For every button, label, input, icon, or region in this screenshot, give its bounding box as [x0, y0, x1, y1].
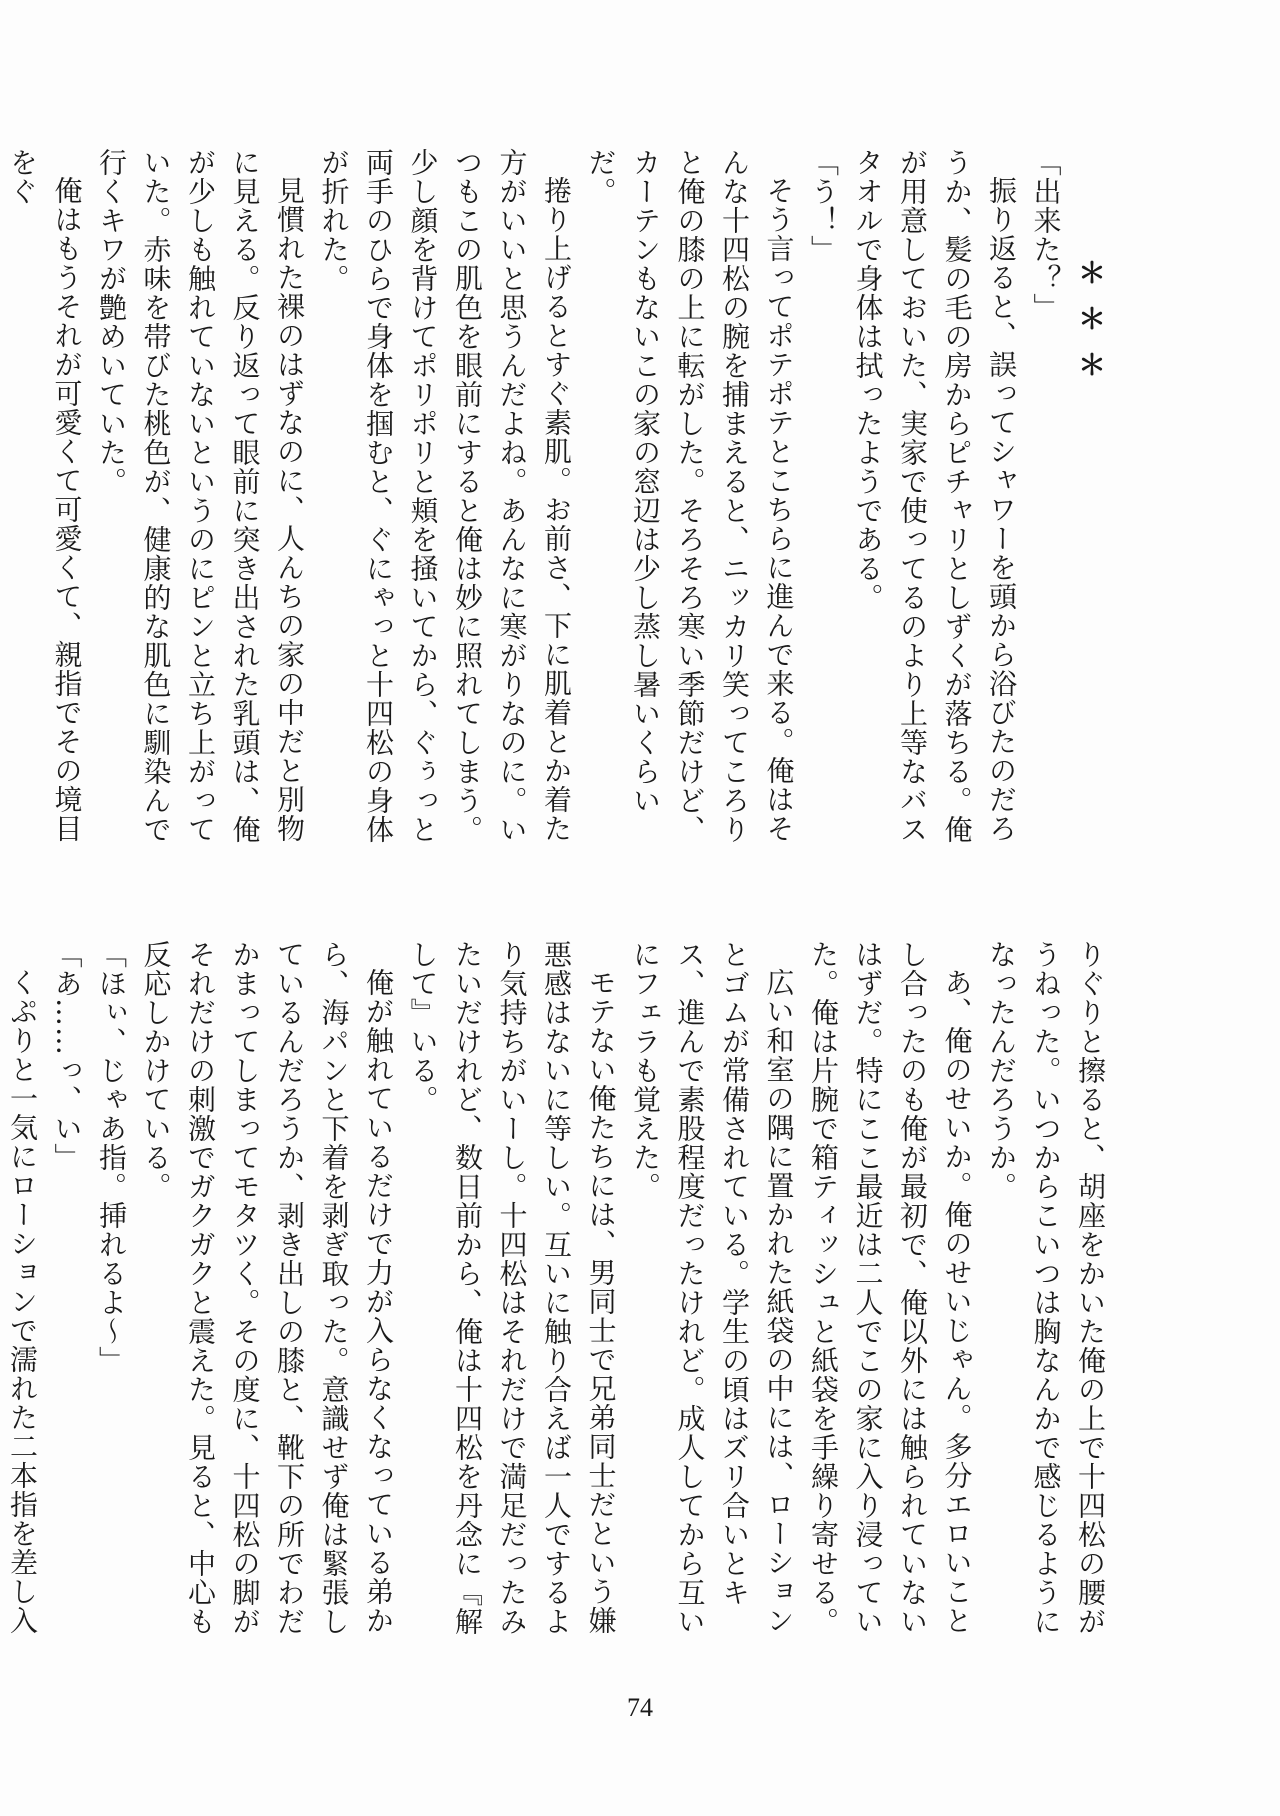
lower-text-block — [6, 940, 1112, 1660]
paragraph: 捲り上げるとすぐ素肌。お前さ、下に肌着とか着た方がいいと思うんだよね。あんなに寒がりなのに。いつもこの肌色を眼前にすると俺は妙に照れてしまう。少し顔を背けてポリポリと頬を掻いてから、ぐぅっと両手のひらで身体を掴むと、ぐにゃっと十四松の身体が折れた。 — [317, 148, 573, 844]
paragraph: そう言ってポテポテとこちらに進んで来る。俺はそんな十四松の腕を捕まえると、ニッカリ笑ってころりと俺の膝の上に転がした。そろそろ寒い季節だけど、カーテンもないこの家の窓辺は少し蒸し暑いくらいだ。 — [584, 148, 796, 844]
paragraph: 「ほぃ、じゃあ指。挿れるよ～」 — [95, 940, 128, 1375]
paragraph: あ、俺のせいか。俺のせいじゃん。多分エロいことし合ったのも俺が最初で、俺以外には触られていないはずだ。特にここ最近は二人でこの家に入り浸っていた。俺は片腕で箱ティッシュと紙袋を手繰り寄せる。 — [807, 940, 974, 1636]
paragraph: モテない俺たちには、男同士で兄弟同士だという嫌悪感はないに等しい。互いに触り合えば一人でするより気持ちがいーし。十四松はそれだけで満足だったみたいだけれど、数日前から、俺は十四松を丹念に『解して』いる。 — [406, 940, 618, 1636]
paragraph: 俺が触れているだけで力が入らなくなっている弟から、海パンと下着を剥ぎ取った。意識せず俺は緊張しているんだろうか、剥き出しの膝と、靴下の所でわだかまってしまってモタツく。その度に、十四松の脚がそれだけの刺激でガクガクと震えた。見ると、中心も反応しかけている。 — [139, 940, 395, 1636]
paragraph: りぐりと擦ると、胡座をかいた俺の上で十四松の腰がうねった。いつからこいつは胸なんかで感じるようになったんだろうか。 — [985, 940, 1107, 1636]
paragraph: 見慣れた裸のはずなのに、人んちの家の中だと別物に見える。反り返って眼前に突き出された乳頭は、俺が少しも触れていないというのにピンと立ち上がっていた。赤味を帯びた桃色が、健康的な肌色に馴染んで行くキワが艶めいていた。 — [95, 148, 306, 844]
paragraph: 「出来た？」 — [1029, 148, 1063, 322]
paragraph: 俺はもうそれが可愛くて可愛くて、親指でその境目をぐ — [6, 148, 84, 843]
paragraph: 広い和室の隅に置かれた紙袋の中には、ローションとゴムが常備されている。学生の頃はズリ合いとキス、進んで素股程度だったけれど。成人してから互いにフェラも覚えた。 — [629, 940, 796, 1636]
scene-break-asterisks: ＊＊＊ — [1074, 258, 1107, 396]
page-number: 74 — [627, 1693, 653, 1722]
upper-text-block — [6, 148, 1112, 868]
paragraph: 「あ……っ、い」 — [50, 940, 84, 1172]
paragraph: 振り返ると、誤ってシャワーを頭から浴びたのだろうか、髪の毛の房からピチャリとしずくが落ちる。俺が用意しておいた、実家で使ってるのより上等なバスタオルで身体は拭ったようである。 — [851, 148, 1018, 844]
paragraph: 「う！」 — [807, 148, 840, 264]
paragraph: くぷりと一気にローションで濡れた二本指を差し入 — [6, 968, 39, 1635]
